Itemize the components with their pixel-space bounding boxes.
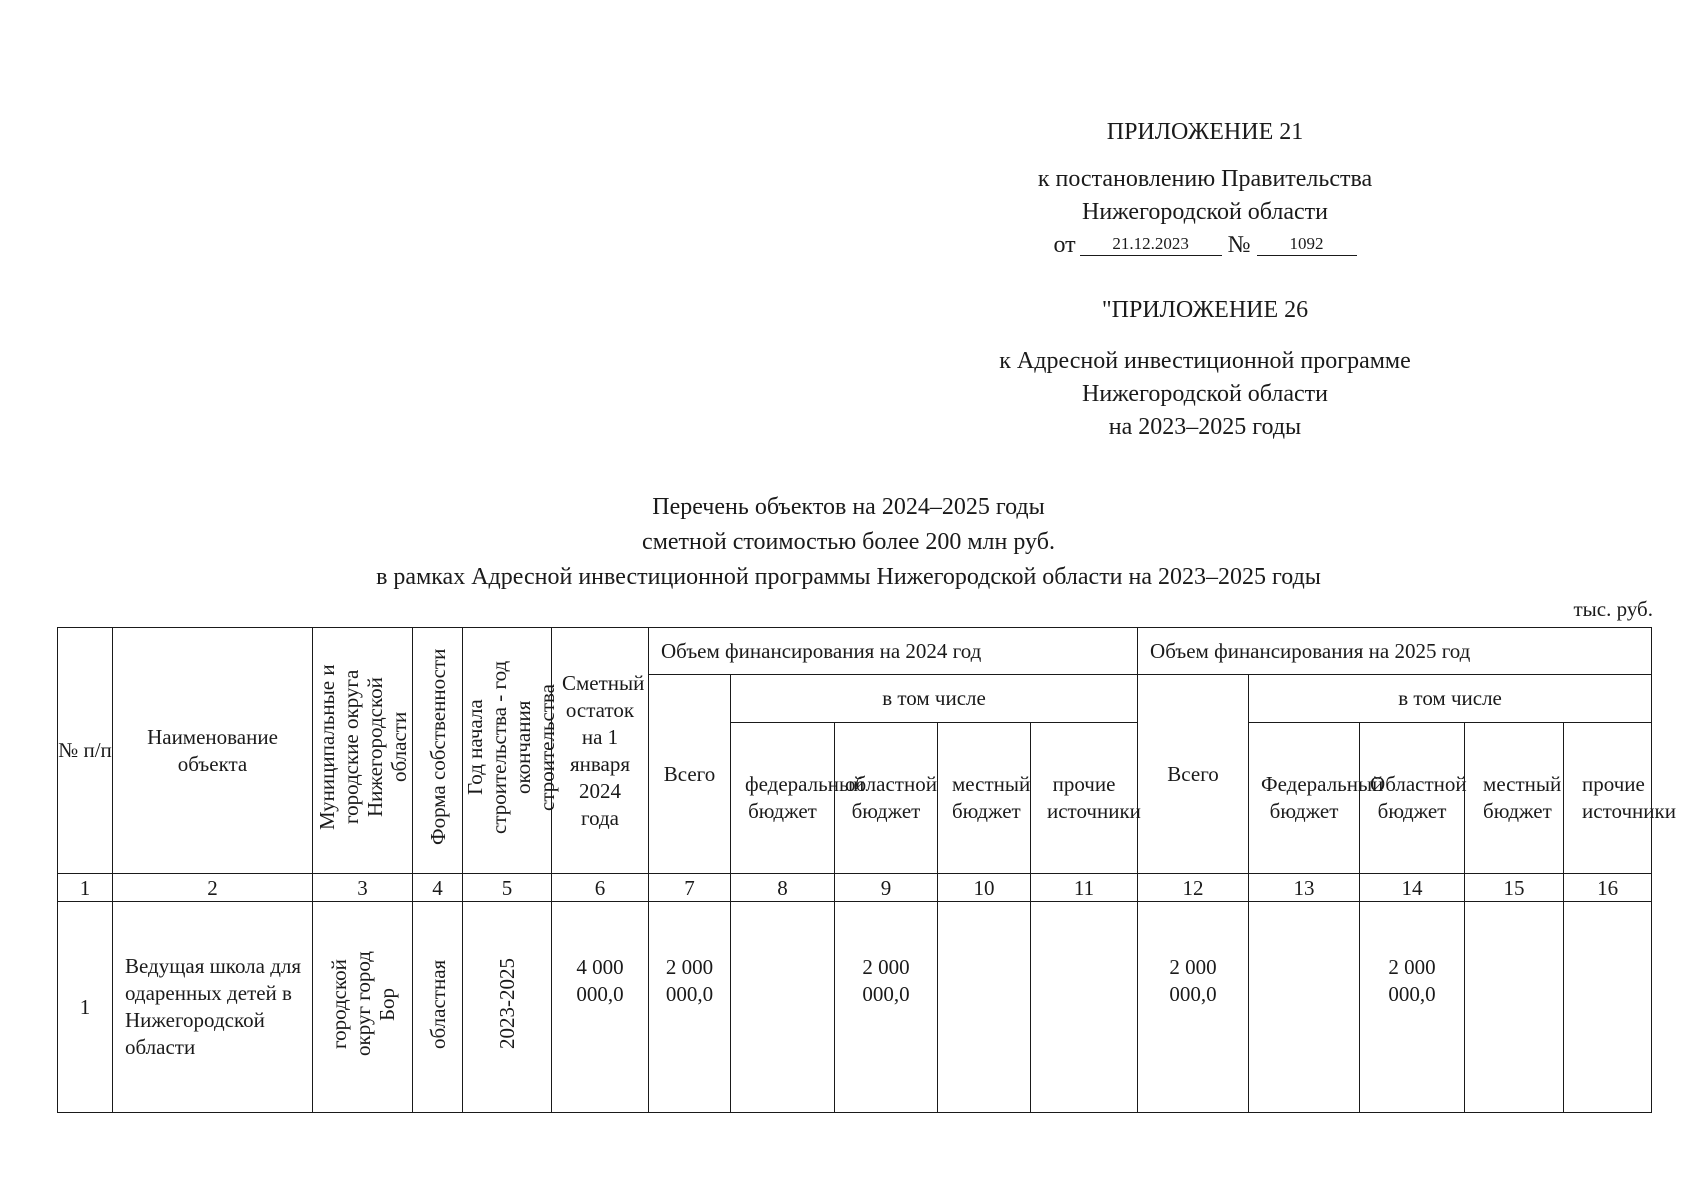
list-title-line-3: в рамках Адресной инвестиционной программы Нижегородской области на 2023–2025 годы [376,564,1321,590]
column-number: 10 [938,874,1031,902]
row-other-2025 [1564,902,1652,1113]
header-other-2025: прочие источники [1564,723,1652,874]
number-label: № [1227,232,1251,258]
row-municipality [313,902,413,1113]
header-total-2024: Всего [649,675,731,874]
header-including-2024: в том числе [731,675,1138,723]
appendix-title [930,116,1480,149]
column-number: 16 [1564,874,1652,902]
row-total-2025: 2 000 000,0 [1138,902,1249,1113]
list-title-line-2: сметной стоимостью более 200 млн руб. [642,529,1055,555]
header-years-text: Год начала строительства - год окончания строительства [463,660,559,834]
column-number: 6 [552,874,649,902]
header-federal-2024: федеральный бюджет [731,723,835,874]
column-number: 12 [1138,874,1249,902]
header-remainder: Сметный остаток на 1 января 2024 года [552,628,649,874]
row-other-2024 [1031,902,1138,1113]
list-title-line-1: Перечень объектов на 2024–2025 годы [652,494,1045,520]
header-regional-2025: Областной бюджет [1360,723,1465,874]
header-municipality [313,628,413,874]
header-other-2024: прочие источники [1031,723,1138,874]
objects-table [57,627,1676,1113]
column-number: 4 [413,874,463,902]
column-number: 3 [313,874,413,902]
ot-label: от [1053,232,1076,258]
header-fin-2024: Объем финансирования на 2024 год [649,628,1138,675]
row-local-2024 [938,902,1031,1113]
column-number: 15 [1465,874,1564,902]
header-regional-2024: областной бюджет [835,723,938,874]
row-ownership-text: областная [425,958,450,1049]
resolution-date-line [930,229,1480,262]
program-line-2: Нижегородской области [1081,381,1329,407]
resolution-block [930,163,1480,262]
row-num: 1 [58,902,113,1113]
list-title [0,490,1697,595]
header-municipality-text: Муниципальные и городские округа Нижегородской области [314,664,411,830]
row-federal-2024 [731,902,835,1113]
column-number: 2 [113,874,313,902]
column-number: 11 [1031,874,1138,902]
header-years [463,628,559,874]
column-number: 7 [649,874,731,902]
row-remainder: 4 000 000,0 [552,902,649,1113]
column-numbers-row [58,874,1652,902]
column-number: 8 [731,874,835,902]
resolution-line-1: к постановлению Правительства [1037,166,1373,192]
header-ownership-text: Форма собственности [425,648,450,846]
header-num: № п/п [58,628,113,874]
units-label: тыс. руб. [1573,597,1653,621]
row-federal-2025 [1249,902,1360,1113]
header-local-2024: местный бюджет [938,723,1031,874]
row-local-2025 [1465,902,1564,1113]
header-fin-2025: Объем финансирования на 2025 год [1138,628,1652,675]
row-regional-2025: 2 000 000,0 [1360,902,1465,1113]
resolution-line-2: Нижегородской области [1081,199,1329,225]
table-row [58,902,1652,1113]
row-municipality-text: городской округ город Бор [326,951,399,1056]
program-appendix-title [930,294,1480,327]
row-total-2024: 2 000 000,0 [649,902,731,1113]
column-number: 5 [463,874,552,902]
header-federal-2025: Федеральный бюджет [1249,723,1360,874]
header-including-2025: в том числе [1249,675,1652,723]
resolution-number: 1092 [1257,233,1357,256]
row-years [463,902,552,1113]
row-regional-2024: 2 000 000,0 [835,902,938,1113]
header-total-2025: Всего [1138,675,1249,874]
header-ownership [413,628,463,874]
program-appendix-title-text: "ПРИЛОЖЕНИЕ 26 [1101,297,1309,323]
resolution-date: 21.12.2023 [1080,233,1222,256]
row-ownership [413,902,463,1113]
program-block [930,345,1480,444]
header-name: Наименование объекта [113,628,313,874]
header-local-2025: местный бюджет [1465,723,1564,874]
column-number: 14 [1360,874,1465,902]
column-number: 1 [58,874,113,902]
program-line-3: на 2023–2025 годы [1108,414,1302,440]
column-number: 9 [835,874,938,902]
row-years-text: 2023-2025 [495,958,519,1049]
program-line-1: к Адресной инвестиционной программе [999,348,1411,374]
column-number: 13 [1249,874,1360,902]
row-name: Ведущая школа для одаренных детей в Нижегородской области [113,902,313,1113]
appendix-title-text: ПРИЛОЖЕНИЕ 21 [1106,119,1304,145]
